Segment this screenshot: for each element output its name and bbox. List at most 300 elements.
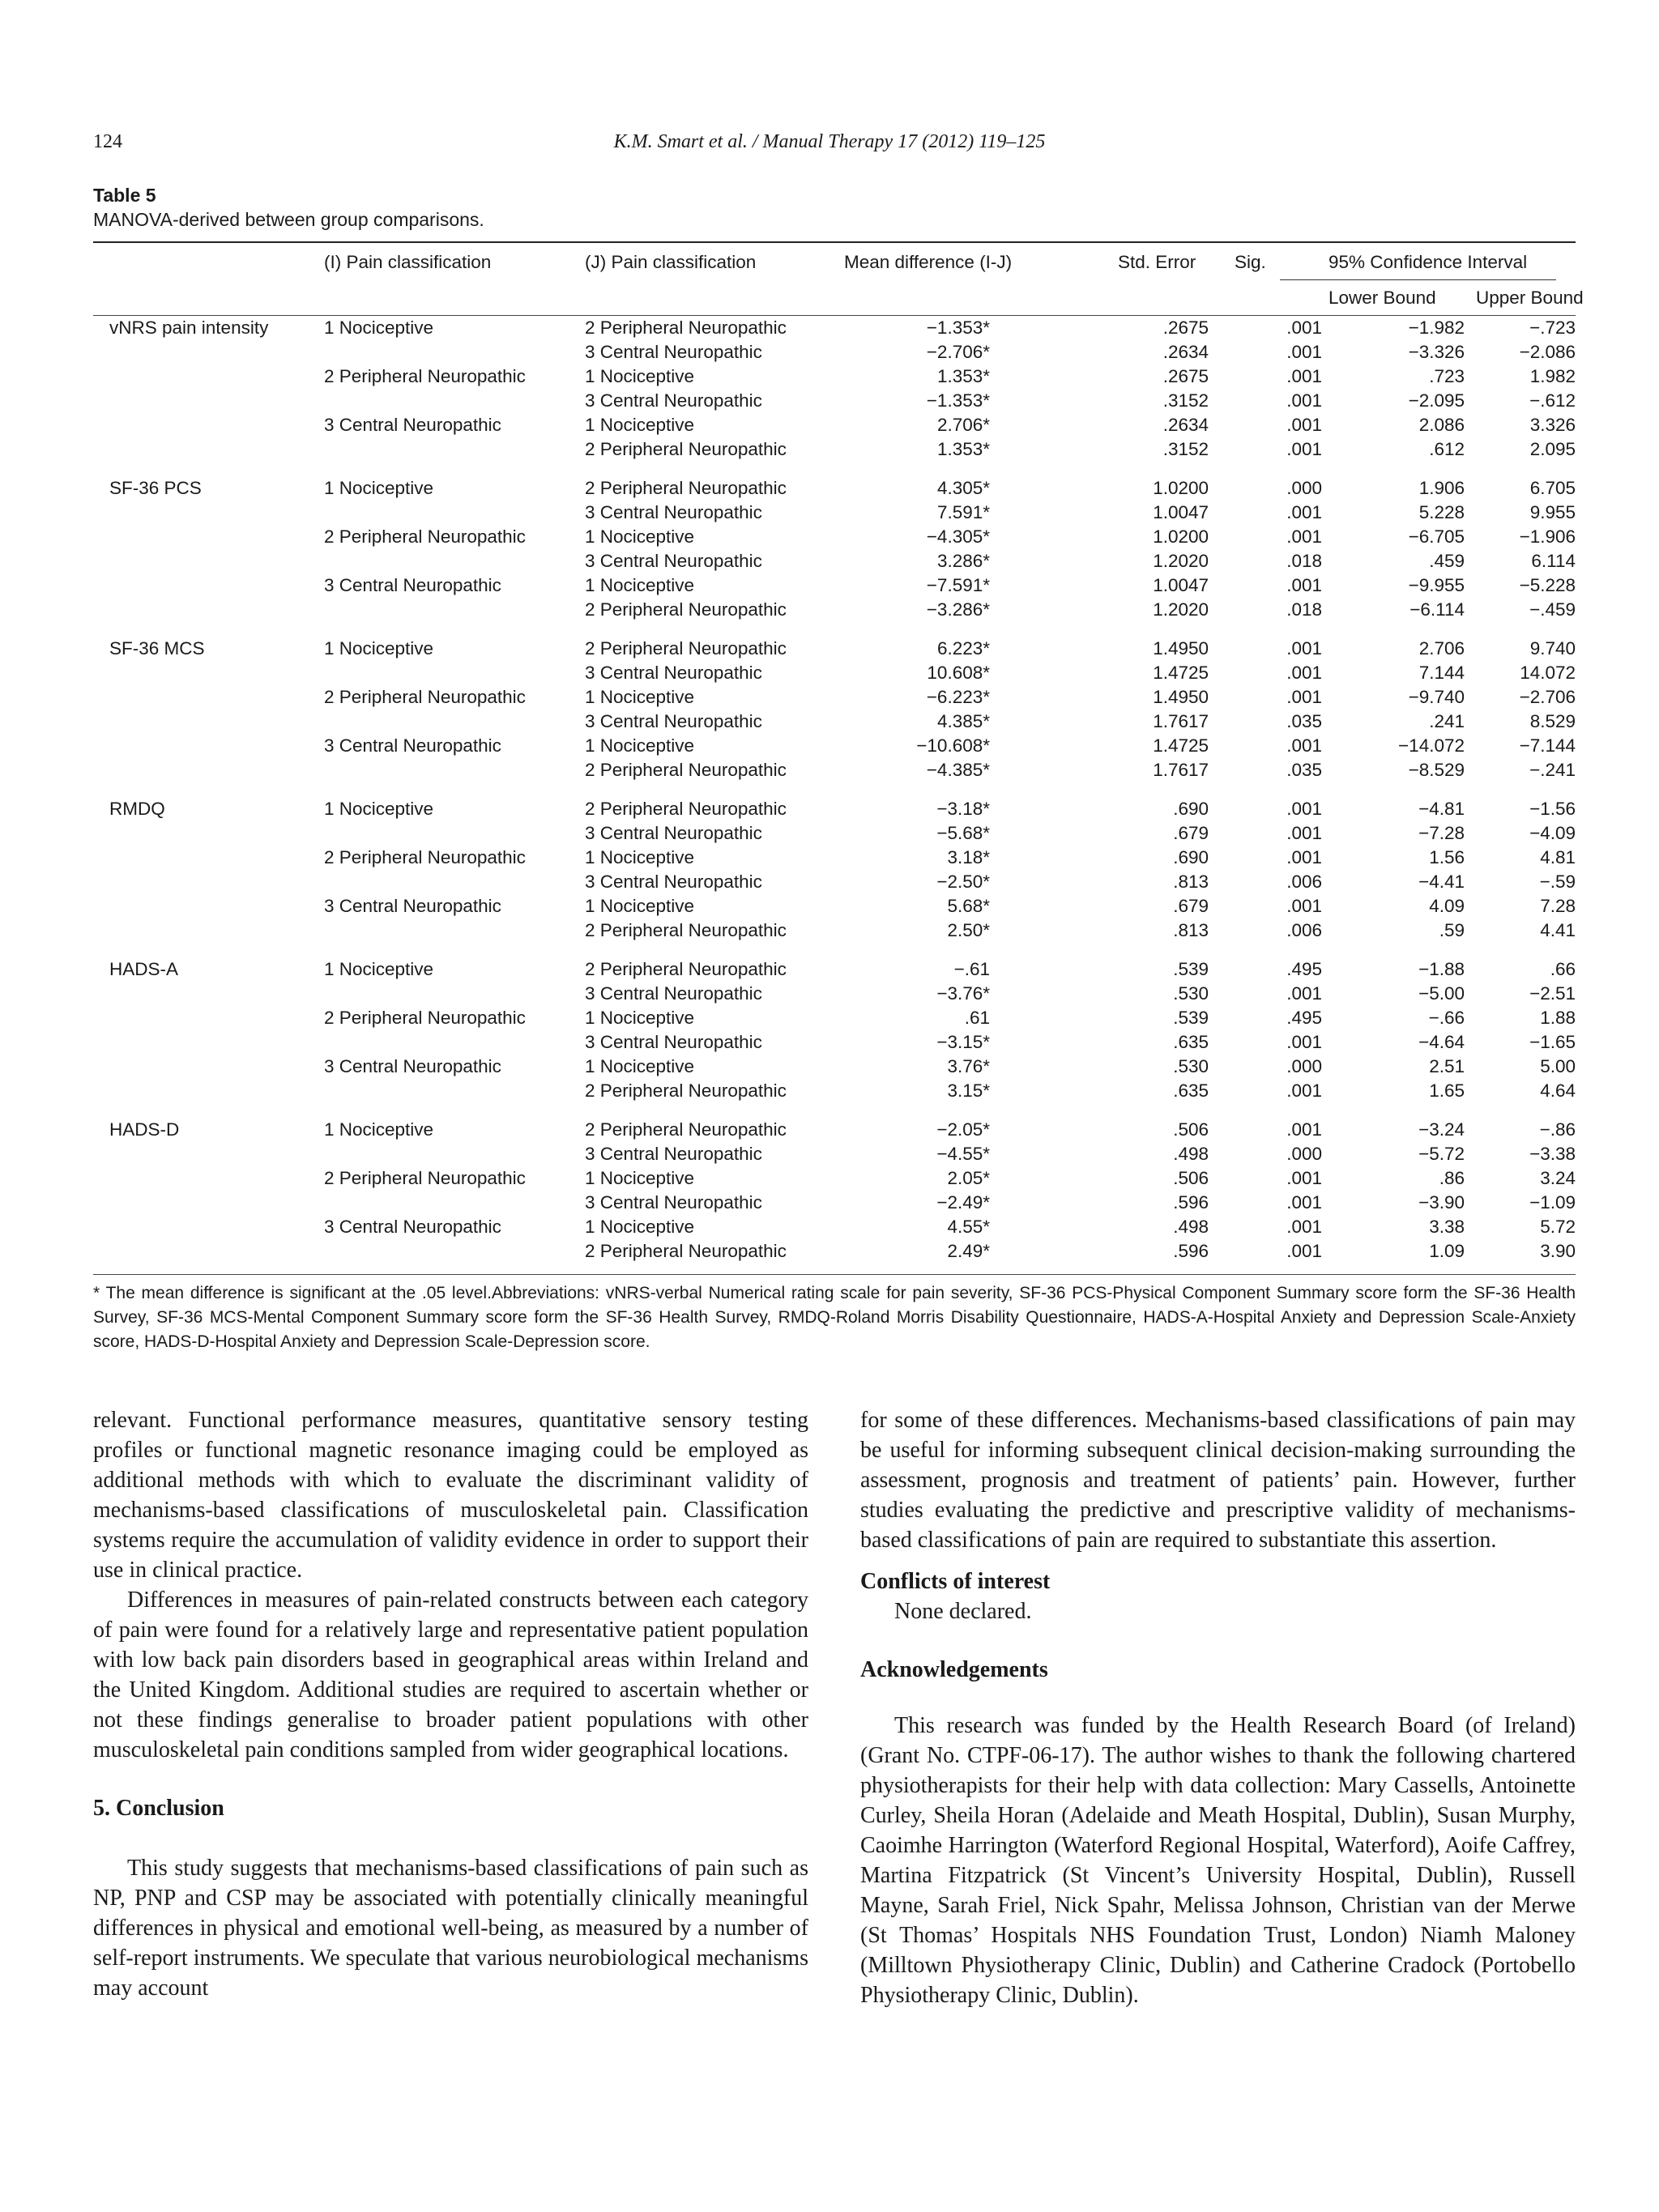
spacer-cell [990,685,1111,710]
mean-diff-cell: 2.49* [947,1241,990,1261]
lower-bound-cell: −7.28 [1418,823,1465,843]
col-j-cell: 3 Central Neuropathic [585,823,762,843]
outcome-cell [93,437,324,462]
table-row [93,637,1576,661]
col-j-cell: 1 Nociceptive [585,896,695,916]
upper-bound-cell: 1.982 [1529,366,1576,386]
lower-bound-cell: .241 [1429,711,1465,731]
col-i-cell [324,340,585,364]
mean-diff-cell: −2.49* [936,1192,990,1213]
section-heading-conflicts: Conflicts of interest [860,1569,1051,1594]
lower-bound-cell: 2.51 [1429,1056,1465,1076]
std-error-cell: 1.0200 [1153,478,1209,498]
lower-bound-cell: −1.982 [1408,318,1465,338]
lower-bound-cell: 1.09 [1429,1241,1465,1261]
mean-diff-cell: 3.18* [947,847,990,867]
col-i-cell: 2 Peripheral Neuropathic [324,1168,526,1188]
std-error-cell: .2634 [1162,415,1209,435]
lower-bound-cell: −14.072 [1398,735,1465,756]
col-i-cell: 3 Central Neuropathic [324,1217,501,1237]
lower-bound-cell: −3.326 [1408,342,1465,362]
upper-bound-cell: −2.086 [1519,342,1576,362]
upper-bound-cell: −1.906 [1519,526,1576,547]
outcome-cell [93,1079,324,1103]
outcome-label: HADS-D [109,1119,180,1140]
outcome-cell [93,1215,324,1239]
std-error-cell: .596 [1173,1192,1209,1213]
outcome-cell [93,1055,324,1079]
std-error-cell: 1.4725 [1153,663,1209,683]
std-error-cell: 1.2020 [1153,551,1209,571]
table-row [93,389,1576,413]
lower-bound-cell: −2.095 [1408,390,1465,411]
col-i-cell [324,1030,585,1055]
col-i-cell: 1 Nociceptive [324,1119,434,1140]
upper-bound-cell: 9.740 [1529,638,1576,658]
mean-diff-cell: 7.591* [936,502,990,522]
std-error-cell: .2634 [1162,342,1209,362]
mean-diff-cell: 2.05* [947,1168,990,1188]
upper-bound-cell: −.86 [1539,1119,1576,1140]
sig-cell: .001 [1286,735,1323,756]
col-j-cell: 1 Nociceptive [585,415,695,435]
std-error-cell: .679 [1173,896,1209,916]
spacer-cell [990,1079,1111,1103]
mean-diff-cell: .61 [964,1008,990,1028]
table-row [93,573,1576,598]
spacer-cell [990,413,1111,437]
col-lower-bound-header: Lower Bound [1328,288,1436,308]
col-j-cell: 2 Peripheral Neuropathic [585,599,787,620]
std-error-cell: .539 [1173,1008,1209,1028]
std-error-cell: .3152 [1162,439,1209,459]
outcome-cell [93,549,324,573]
col-i-cell: 1 Nociceptive [324,959,434,979]
sig-cell: .000 [1286,478,1323,498]
sig-cell: .001 [1286,415,1323,435]
col-i-cell: 2 Peripheral Neuropathic [324,847,526,867]
std-error-cell: .813 [1173,920,1209,940]
sig-cell: .495 [1286,959,1323,979]
table-row [93,1142,1576,1166]
std-error-cell: .813 [1173,872,1209,892]
spacer-cell [990,1215,1111,1239]
mean-diff-cell: −3.76* [936,983,990,1004]
mean-diff-cell: 1.353* [936,366,990,386]
outcome-cell [93,389,324,413]
lower-bound-cell: −8.529 [1408,760,1465,780]
upper-bound-cell: −1.09 [1529,1192,1576,1213]
col-j-cell: 2 Peripheral Neuropathic [585,439,787,459]
table-row [93,476,1576,501]
col-outcome-header [93,245,324,280]
col-j-cell: 2 Peripheral Neuropathic [585,760,787,780]
col-i-header: (I) Pain classification [324,252,492,272]
col-j-cell: 1 Nociceptive [585,687,695,707]
spacer-cell [990,364,1111,389]
sig-cell: .001 [1286,502,1323,522]
lower-bound-cell: −6.114 [1410,599,1465,620]
sig-cell: .001 [1286,823,1323,843]
spacer-cell [990,1055,1111,1079]
std-error-cell: .2675 [1162,318,1209,338]
table-caption: MANOVA-derived between group comparisons. [93,209,484,230]
col-j-cell: 2 Peripheral Neuropathic [585,959,787,979]
spacer-cell [990,710,1111,734]
col-j-cell: 3 Central Neuropathic [585,872,762,892]
col-mean-diff-header: Mean difference (I-J) [844,252,1013,272]
upper-bound-cell: −5.228 [1519,575,1576,595]
std-error-cell: .635 [1173,1032,1209,1052]
table-row [93,918,1576,943]
sig-cell: .001 [1286,1192,1323,1213]
std-error-cell: .539 [1173,959,1209,979]
table-row [93,413,1576,437]
col-i-cell: 3 Central Neuropathic [324,735,501,756]
lower-bound-cell: 1.56 [1429,847,1465,867]
col-j-cell: 3 Central Neuropathic [585,711,762,731]
col-j-cell: 2 Peripheral Neuropathic [585,478,787,498]
spacer-cell [990,846,1111,870]
col-i-cell [324,389,585,413]
col-i-cell [324,598,585,622]
lower-bound-cell: 7.144 [1418,663,1465,683]
outcome-cell [93,501,324,525]
col-j-cell: 3 Central Neuropathic [585,390,762,411]
running-head: K.M. Smart et al. / Manual Therapy 17 (2012) 119–125 [613,131,1046,152]
spacer-cell [990,389,1111,413]
table-row [93,1030,1576,1055]
mean-diff-cell: −3.286* [926,599,990,620]
spacer-cell [990,476,1111,501]
table-row [93,1191,1576,1215]
mean-diff-cell: 3.76* [947,1056,990,1076]
table-label: Table 5 [93,185,156,206]
sig-cell: .001 [1286,390,1323,411]
spacer-cell [990,982,1111,1006]
col-j-header: (J) Pain classification [585,252,757,272]
table-row [93,1166,1576,1191]
group-gap [93,622,1576,637]
col-i-cell [324,1142,585,1166]
col-ci-header: 95% Confidence Interval [1328,252,1528,272]
sig-cell: .001 [1286,799,1323,819]
table-row [93,758,1576,782]
table-row [93,710,1576,734]
col-j-cell: 3 Central Neuropathic [585,983,762,1004]
lower-bound-cell: −3.90 [1418,1192,1465,1213]
upper-bound-cell: −2.51 [1529,983,1576,1004]
upper-bound-cell: .66 [1550,959,1576,979]
upper-bound-cell: −.612 [1529,390,1576,411]
std-error-cell: .2675 [1162,366,1209,386]
spacer-cell [990,525,1111,549]
table-row [93,1079,1576,1103]
std-error-cell: .498 [1173,1217,1209,1237]
sig-cell: .018 [1286,599,1323,620]
mean-diff-cell: 6.223* [936,638,990,658]
spacer-cell [990,894,1111,918]
upper-bound-cell: 1.88 [1540,1008,1576,1028]
col-i-cell [324,501,585,525]
spacer-cell [990,501,1111,525]
upper-bound-cell: −1.56 [1529,799,1576,819]
spacer-cell [990,918,1111,943]
outcome-label: RMDQ [109,799,165,819]
outcome-cell [93,758,324,782]
lower-bound-cell: −4.41 [1418,872,1465,892]
table-row [93,1215,1576,1239]
spacer-cell [990,340,1111,364]
std-error-cell: .3152 [1162,390,1209,411]
upper-bound-cell: −.241 [1529,760,1576,780]
lower-bound-cell: −6.705 [1408,526,1465,547]
std-error-cell: 1.4950 [1153,638,1209,658]
body-paragraph: for some of these differences. Mechanisms-based classifications of pain may be useful for informing subsequent clinical decision-making surrounding the assessment, prognosis and treatment of patients’ pain. However, further studies evaluating the predictive and prescriptive validity of mechanisms-based classifications of pain are required to substantiate this assertion. [860,1408,1576,1553]
upper-bound-cell: 2.095 [1529,439,1576,459]
lower-bound-cell: 1.906 [1418,478,1465,498]
col-i-cell [324,918,585,943]
table-row [93,316,1576,340]
spacer-cell [990,316,1111,340]
upper-bound-cell: 4.41 [1540,920,1576,940]
col-j-cell: 1 Nociceptive [585,1056,695,1076]
table-row [93,1118,1576,1142]
sig-cell: .001 [1286,342,1323,362]
col-j-cell: 2 Peripheral Neuropathic [585,638,787,658]
sig-cell: .018 [1286,551,1323,571]
outcome-cell [93,1142,324,1166]
col-j-cell: 3 Central Neuropathic [585,1032,762,1052]
upper-bound-cell: −2.706 [1519,687,1576,707]
mean-diff-cell: 2.50* [947,920,990,940]
left-column [93,1405,808,2003]
col-j-cell: 1 Nociceptive [585,575,695,595]
col-i-cell [324,710,585,734]
table-row [93,661,1576,685]
spacer-cell [990,758,1111,782]
mean-diff-cell: −4.305* [926,526,990,547]
col-i-cell: 1 Nociceptive [324,799,434,819]
mean-diff-cell: 3.15* [947,1080,990,1101]
std-error-cell: 1.4950 [1153,687,1209,707]
sig-cell: .001 [1286,1032,1323,1052]
lower-bound-cell: −3.24 [1418,1119,1465,1140]
upper-bound-cell: −.59 [1539,872,1576,892]
mean-diff-cell: −2.706* [926,342,990,362]
upper-bound-cell: 7.28 [1540,896,1576,916]
right-column [860,1405,1576,2010]
outcome-cell [93,870,324,894]
mean-diff-cell: −10.608* [916,735,990,756]
upper-bound-cell: −4.09 [1529,823,1576,843]
col-i-cell: 2 Peripheral Neuropathic [324,1008,526,1028]
lower-bound-cell: −9.955 [1408,575,1465,595]
sig-cell: .001 [1286,439,1323,459]
col-j-cell: 3 Central Neuropathic [585,663,762,683]
upper-bound-cell: 8.529 [1529,711,1576,731]
upper-bound-cell: 14.072 [1520,663,1576,683]
spacer-cell [990,1006,1111,1030]
upper-bound-cell: −7.144 [1519,735,1576,756]
lower-bound-cell: 5.228 [1418,502,1465,522]
mean-diff-cell: −7.591* [926,575,990,595]
outcome-cell [93,364,324,389]
conflicts-text: None declared. [894,1599,1032,1624]
std-error-cell: 1.7617 [1153,760,1209,780]
results-table [93,245,1584,1264]
outcome-cell [93,661,324,685]
lower-bound-cell: −5.00 [1418,983,1465,1004]
outcome-cell [93,413,324,437]
group-gap [93,1103,1576,1118]
col-j-cell: 2 Peripheral Neuropathic [585,1241,787,1261]
sig-cell: .001 [1286,366,1323,386]
spacer-cell [990,797,1111,821]
upper-bound-cell: 4.81 [1540,847,1576,867]
col-j-cell: 2 Peripheral Neuropathic [585,920,787,940]
upper-bound-cell: 9.955 [1529,502,1576,522]
group-gap [93,943,1576,957]
col-j-cell: 2 Peripheral Neuropathic [585,1080,787,1101]
col-j-cell: 1 Nociceptive [585,1217,695,1237]
outcome-cell [93,1030,324,1055]
col-upper-bound-header: Upper Bound [1476,288,1584,308]
lower-bound-cell: 4.09 [1429,896,1465,916]
sig-cell: .035 [1286,711,1323,731]
spacer-cell [990,437,1111,462]
sig-cell: .001 [1286,847,1323,867]
std-error-cell: .635 [1173,1080,1209,1101]
col-j-cell: 1 Nociceptive [585,847,695,867]
spacer-cell [990,870,1111,894]
std-error-cell: .530 [1173,983,1209,1004]
outcome-cell [93,734,324,758]
col-i-cell [324,1191,585,1215]
std-error-cell: .506 [1173,1168,1209,1188]
results-table-body [93,316,1576,1264]
sig-cell: .001 [1286,318,1323,338]
acknowledgements-text: This research was funded by the Health Research Board (of Ireland) (Grant No. CTPF-06-17). The author wishes to thank the following chartered physiotherapists for their help with data collection: Mary Cassells, Antoinette Curley, Sheila Horan (Adelaide and Meath Hospital, Dublin), Susan Murphy, Caoimhe Harrington (Waterford Regional Hospital, Waterford), Aoife Caffrey, Martina Fitzpatrick (St Vincent’s University Hospital, Dublin), Russell Mayne, Sarah Friel, Nick Spahr, Melissa Johnson, Christian van der Merwe (St Thomas’ Hospitals NHS Foundation Trust, London) Niamh Maloney (Milltown Physiotherapy Clinic, Dublin) and Catherine Cradock (Portobello Physiotherapy Clinic, Dublin). [860,1713,1576,2008]
spacer-cell [990,549,1111,573]
sig-cell: .001 [1286,687,1323,707]
mean-diff-cell: 3.286* [936,551,990,571]
table-row [93,1239,1576,1264]
col-i-cell [324,982,585,1006]
mean-diff-cell: −.61 [953,959,990,979]
col-j-cell: 1 Nociceptive [585,1008,695,1028]
table-row [93,598,1576,622]
col-i-cell [324,870,585,894]
outcome-cell [93,1006,324,1030]
std-error-cell: .690 [1173,799,1209,819]
sig-cell: .001 [1286,1119,1323,1140]
table-row [93,846,1576,870]
lower-bound-cell: 3.38 [1429,1217,1465,1237]
std-error-cell: .679 [1173,823,1209,843]
lower-bound-cell: .612 [1429,439,1465,459]
col-j-cell: 2 Peripheral Neuropathic [585,1119,787,1140]
table-row [93,525,1576,549]
table-row [93,870,1576,894]
table-bottom-rule [93,1274,1576,1275]
outcome-cell [93,525,324,549]
lower-bound-cell: −4.81 [1418,799,1465,819]
sig-cell: .001 [1286,1080,1323,1101]
outcome-cell [93,846,324,870]
lower-bound-cell: .459 [1429,551,1465,571]
outcome-cell [93,685,324,710]
col-i-cell: 3 Central Neuropathic [324,1056,501,1076]
table-row [93,549,1576,573]
col-i-cell [324,1079,585,1103]
sig-cell: .000 [1286,1056,1323,1076]
group-gap [93,462,1576,476]
std-error-cell: .506 [1173,1119,1209,1140]
sig-cell: .001 [1286,575,1323,595]
lower-bound-cell: −5.72 [1418,1144,1465,1164]
col-j-cell: 3 Central Neuropathic [585,1192,762,1213]
col-j-cell: 1 Nociceptive [585,735,695,756]
outcome-cell [93,573,324,598]
col-i-cell: 2 Peripheral Neuropathic [324,526,526,547]
spacer-cell [990,821,1111,846]
mean-diff-cell: −4.385* [926,760,990,780]
lower-bound-cell: −9.740 [1408,687,1465,707]
col-i-cell: 1 Nociceptive [324,638,434,658]
outcome-cell [93,340,324,364]
mean-diff-cell: −3.18* [936,799,990,819]
table-row [93,685,1576,710]
col-i-cell [324,661,585,685]
outcome-cell [93,821,324,846]
lower-bound-cell: −1.88 [1418,959,1465,979]
outcome-cell [93,894,324,918]
table-row [93,982,1576,1006]
table-row [93,1055,1576,1079]
col-i-cell: 1 Nociceptive [324,318,434,338]
group-gap [93,782,1576,797]
spacer-cell [990,1142,1111,1166]
page-number: 124 [93,131,122,152]
outcome-cell [93,918,324,943]
sig-cell: .001 [1286,638,1323,658]
col-i-cell: 2 Peripheral Neuropathic [324,366,526,386]
lower-bound-cell: .86 [1439,1168,1465,1188]
std-error-cell: 1.0047 [1153,575,1209,595]
spacer-cell [990,1030,1111,1055]
lower-bound-cell: .59 [1439,920,1465,940]
col-j-cell: 2 Peripheral Neuropathic [585,318,787,338]
mean-diff-cell: −1.353* [926,390,990,411]
lower-bound-cell: 2.086 [1418,415,1465,435]
sig-cell: .001 [1286,1217,1323,1237]
sig-cell: .000 [1286,1144,1323,1164]
std-error-cell: 1.2020 [1153,599,1209,620]
spacer-cell [990,573,1111,598]
std-error-cell: 1.0200 [1153,526,1209,547]
section-heading-conclusion: 5. Conclusion [93,1796,224,1821]
spacer-cell [990,1118,1111,1142]
body-paragraph: This study suggests that mechanisms-based classifications of pain such as NP, PNP and CSP may be associated with potentially clinically meaningful differences in physical and emotional well-being, as measured by a number of self-report instruments. We speculate that various neurobiological mechanisms may account [93,1856,808,2001]
col-i-cell: 2 Peripheral Neuropathic [324,687,526,707]
spacer-cell [990,1239,1111,1264]
std-error-cell: 1.0047 [1153,502,1209,522]
spacer-cell [990,598,1111,622]
mean-diff-cell: 4.305* [936,478,990,498]
upper-bound-cell: −.723 [1529,318,1576,338]
section-heading-acknowledgements: Acknowledgements [860,1657,1048,1682]
